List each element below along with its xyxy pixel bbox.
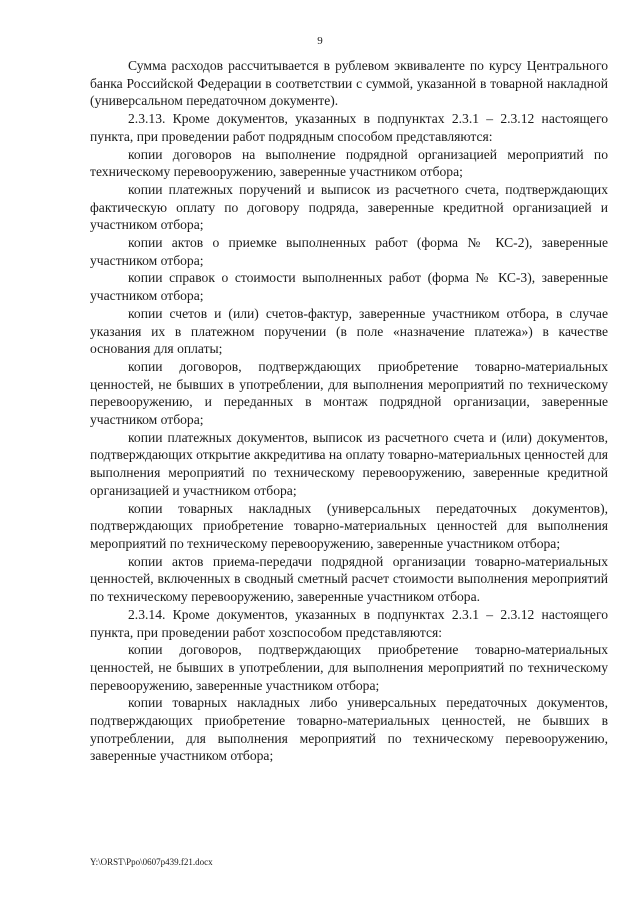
paragraph: Сумма расходов рассчитывается в рублевом эквиваленте по курсу Центрального банка Российской Федерации в соответствии с суммой, указанной в товарной накладной (универсальном передаточном документе).: [90, 58, 608, 109]
paragraph: копии платежных поручений и выписок из расчетного счета, подтверждающих фактическую оплату по договору подряда, заверенные кредитной организацией и участником отбора;: [90, 181, 608, 233]
document-body: [90, 57, 608, 765]
paragraph: 2.3.13. Кроме документов, указанных в подпунктах 2.3.1 – 2.3.12 настоящего пункта, при проведении работ подрядным способом представляются:: [90, 111, 608, 144]
paragraph: копии договоров, подтверждающих приобретение товарно-материальных ценностей, не бывших в употреблении, для выполнения мероприятий по техническому перевооружению, и переданных в монтаж подрядной организации, заверенные участником отбора;: [90, 358, 608, 428]
paragraph: копии договоров на выполнение подрядной организацией мероприятий по техническому перевооружению, заверенные участником отбора;: [90, 146, 608, 180]
paragraph: копии платежных документов, выписок из расчетного счета и (или) документов, подтверждающих открытие аккредитива на оплату товарно-материальных ценностей для выполнения мероприятий по техническому перевооружению, заверенные кредитной организацией и участником отбора;: [90, 429, 608, 498]
paragraph: копии договоров, подтверждающих приобретение товарно-материальных ценностей, не бывших в употреблении, для выполнения мероприятий по техническому перевооружению, заверенные участником отбора;: [90, 642, 608, 693]
paragraph: копии товарных накладных либо универсальных передаточных документов, подтверждающих приобретение товарно-материальных ценностей, не бывших в употреблении, для выполнения мероприятий по техническому перевооружению, заверенные участником отбора;: [90, 695, 608, 764]
page-number: 9: [317, 35, 323, 47]
paragraph: 2.3.14. Кроме документов, указанных в подпунктах 2.3.1 – 2.3.12 настоящего пункта, при проведении работ хозспособом представляются:: [90, 606, 608, 640]
footer-file-path: Y:\ORST\Ppo\0607p439.f21.docx: [90, 857, 213, 867]
paragraph: копии счетов и (или) счетов-фактур, заверенные участником отбора, в случае указания их в платежном поручении (в поле «назначение платежа») в качестве основания для оплаты;: [90, 305, 608, 357]
paragraph: копии актов о приемке выполненных работ (форма № КС-2), заверенные участником отбора;: [90, 235, 608, 268]
paragraph: копии актов приема-передачи подрядной организации товарно-материальных ценностей, включенных в сводный сметный расчет стоимости выполнения мероприятий по техническому перевооружению, заверенные участником отбора.: [90, 553, 608, 605]
paragraph: копии товарных накладных (универсальных передаточных документов), подтверждающих приобретение товарно-материальных ценностей для выполнения мероприятий по техническому перевооружению, заверенные участником отбора;: [90, 500, 608, 551]
paragraph: копии справок о стоимости выполненных работ (форма № КС-3), заверенные участником отбора;: [90, 270, 608, 304]
